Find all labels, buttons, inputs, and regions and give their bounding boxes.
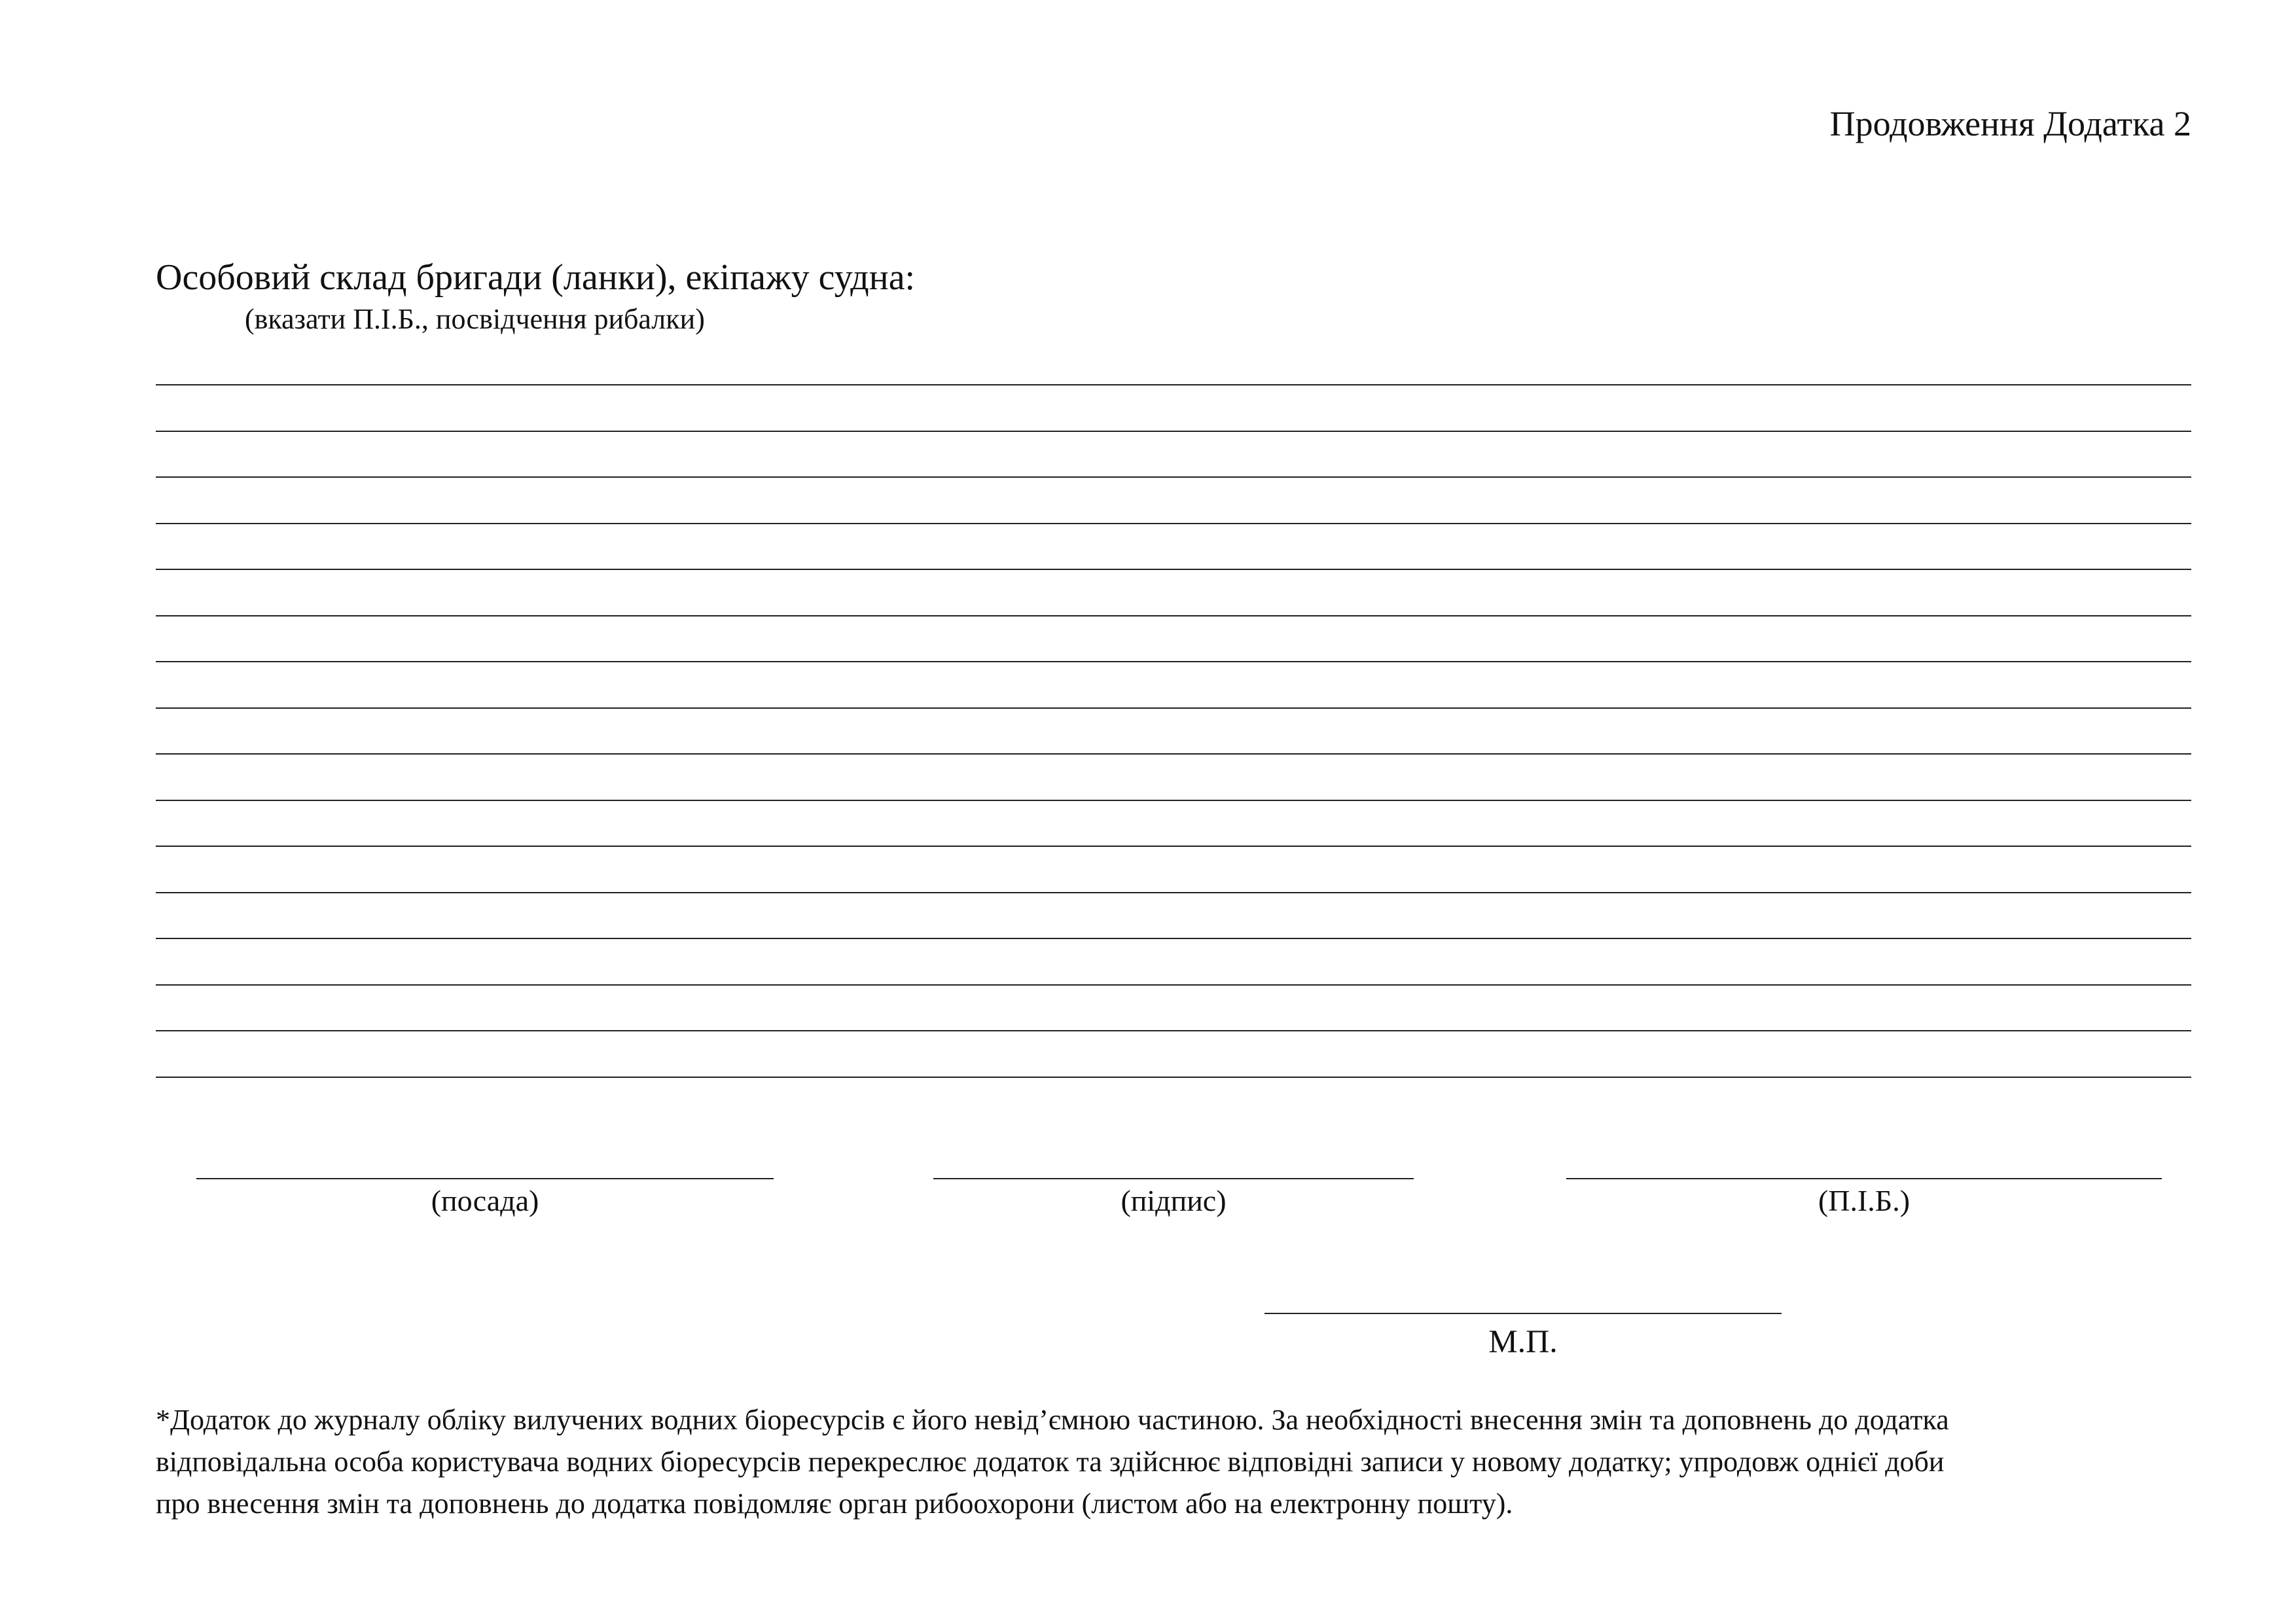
footnote (156, 1399, 2191, 1525)
entry-line[interactable] (156, 615, 2191, 616)
footnote-line: відповідальна особа користувача водних біоресурсів перекреслює додаток та здійснює відповідні записи у новому додатку; упродовж однієї доби (156, 1446, 1945, 1478)
signature-line[interactable] (933, 1178, 1414, 1179)
entry-line[interactable] (156, 476, 2191, 478)
signature-label: (підпис) (1121, 1184, 1227, 1217)
entry-line[interactable] (156, 984, 2191, 986)
entry-line[interactable] (156, 569, 2191, 570)
entry-line[interactable] (156, 661, 2191, 662)
entry-line[interactable] (156, 938, 2191, 939)
footnote-line: *Додаток до журналу обліку вилучених водних біоресурсів є його невід’ємною частиною. За необхідності внесення змін та доповнень до додатка (156, 1404, 1949, 1436)
entry-line[interactable] (156, 1030, 2191, 1031)
entry-line[interactable] (156, 384, 2191, 385)
crew-composition-hint: (вказати П.І.Б., посвідчення рибалки) (245, 303, 705, 335)
name-label: (П.І.Б.) (1818, 1184, 1910, 1217)
crew-entry-lines (156, 384, 2191, 1122)
position-label: (посада) (431, 1184, 539, 1217)
entry-line[interactable] (156, 753, 2191, 755)
name-signature-line[interactable] (1566, 1178, 2162, 1179)
entry-line[interactable] (156, 431, 2191, 432)
footnote-line: про внесення змін та доповнень до додатка повідомляє орган рибоохорони (листом або на електронну пошту). (156, 1488, 1513, 1520)
continuation-heading: Продовження Додатка 2 (1829, 104, 2191, 143)
entry-line[interactable] (156, 523, 2191, 524)
position-signature-line[interactable] (196, 1178, 774, 1179)
entry-line[interactable] (156, 1077, 2191, 1078)
seal-line[interactable] (1265, 1313, 1782, 1314)
entry-line[interactable] (156, 800, 2191, 801)
seal-label: М.П. (1488, 1323, 1558, 1359)
entry-line[interactable] (156, 707, 2191, 709)
entry-line[interactable] (156, 846, 2191, 847)
crew-composition-title: Особовий склад бригади (ланки), екіпажу судна: (156, 257, 916, 298)
entry-line[interactable] (156, 892, 2191, 893)
